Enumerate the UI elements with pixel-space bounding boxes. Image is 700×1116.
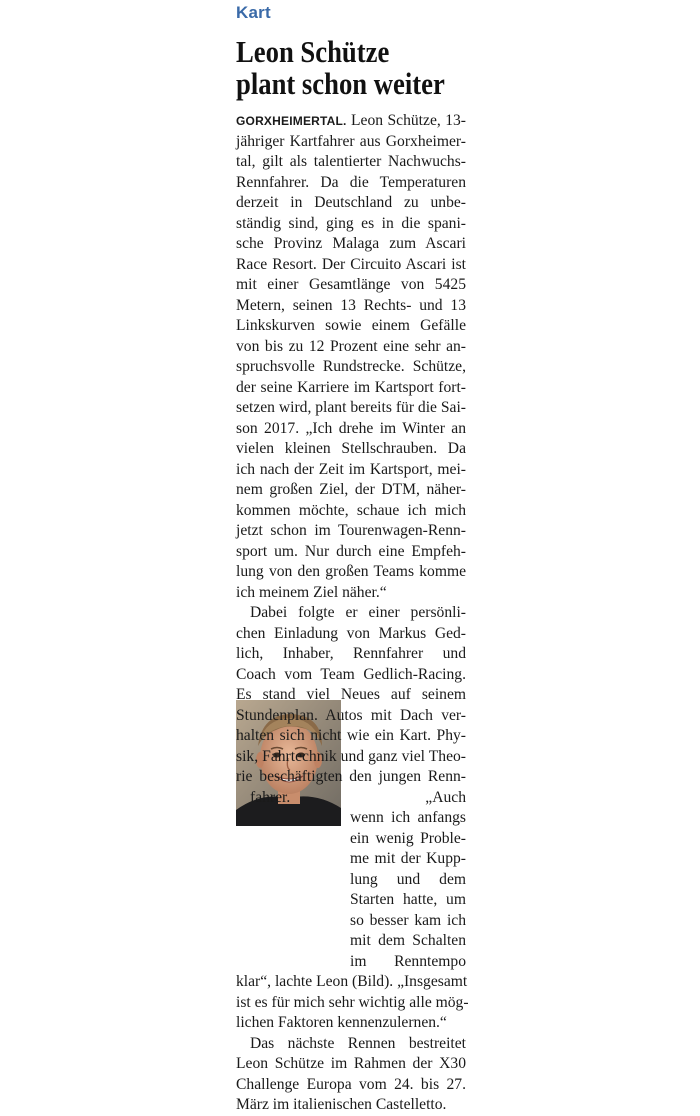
body-line: Linkskurven sowie einem Gefälle	[236, 317, 466, 334]
body-line: lung und dem	[350, 870, 466, 888]
body-line: setzen wird, plant bereits für die Sai-	[236, 399, 466, 416]
body-line: lichen Faktoren kennenzulernen.“	[236, 1014, 447, 1031]
body-line: lich, Inhaber, Rennfahrer und	[236, 645, 466, 662]
body-line: Coach vom Team Gedlich-Racing.	[236, 665, 466, 683]
body-line: klar“, lachte Leon (Bild). „Insgesamt	[236, 973, 468, 990]
body-line: von bis zu 12 Prozent eine sehr an-	[236, 337, 466, 355]
body-line: März im italienischen Castelletto.	[236, 1096, 447, 1113]
body-line: Challenge Europa vom 24. bis 27.	[236, 1075, 466, 1093]
body-line: ist es für mich sehr wichtig alle mög-	[236, 993, 469, 1011]
body-line: halten sich nicht wie ein Kart. Phy-	[236, 727, 466, 744]
body-line: Race Resort. Der Circuito Ascari ist	[236, 255, 466, 273]
body-line: Metern, seinen 13 Rechts- und 13	[236, 296, 466, 314]
body-line: derzeit in Deutschland zu unbe-	[236, 194, 466, 211]
body-line: Rennfahrer. Da die Temperaturen	[236, 173, 466, 191]
body-line: ich meinem Ziel näher.“	[236, 583, 387, 601]
body-line: wenn ich anfangs	[350, 809, 466, 826]
body-line: Starten hatte, um	[350, 891, 466, 908]
article-headline	[236, 36, 520, 100]
body-line: sche Provinz Malaga zum Ascari	[236, 235, 466, 252]
body-line: kommen möchte, schaue ich mich	[236, 501, 466, 519]
body-line: im Renntempo	[350, 952, 466, 970]
body-line: Dabei folgte er einer persönli-	[250, 604, 466, 621]
body-line: ich nach der Zeit im Kartsport, mei-	[236, 460, 466, 478]
headline-line-1: Leon Schütze	[236, 34, 390, 69]
body-line: mit dem Schalten	[350, 932, 466, 949]
body-line: spruchsvolle Rundstrecke. Schütze,	[236, 358, 466, 375]
headline-line-2: plant schon weiter	[236, 66, 445, 101]
body-line: Das nächste Rennen bestreitet	[250, 1034, 466, 1052]
body-line: ein wenig Proble-	[350, 829, 466, 847]
body-line: vielen kleinen Stellschrauben. Da	[236, 440, 466, 457]
body-line: ständig sind, ging es in die spani-	[236, 214, 466, 232]
body-line-wrap	[236, 788, 466, 809]
body-line: „Auch	[425, 788, 466, 806]
body-line: sport um. Nur durch eine Empfeh-	[236, 542, 466, 560]
body-line: son 2017. „Ich drehe im Winter an	[236, 419, 466, 437]
body-line: der seine Karriere im Kartsport fort-	[236, 378, 466, 396]
body-line-1-text: Leon Schütze, 13-	[346, 112, 466, 129]
body-line: me mit der Kupp-	[350, 850, 466, 867]
body-line: Stundenplan. Autos mit Dach ver-	[236, 706, 466, 724]
body-line: Es stand viel Neues auf seinem	[236, 686, 466, 703]
dateline: GORXHEIMERTAL.	[236, 114, 347, 128]
body-line: chen Einladung von Markus Ged-	[236, 624, 466, 642]
body-line: so besser kam ich	[350, 911, 466, 929]
body-line: sik, Fahrtechnik und ganz viel Theo-	[236, 747, 466, 765]
body-line: tal, gilt als talentierter Nachwuchs-	[236, 153, 466, 170]
body-line: jetzt schon im Tourenwagen-Renn-	[236, 522, 466, 539]
section-kicker: Kart	[236, 3, 271, 22]
body-line: Leon Schütze im Rahmen der X30	[236, 1055, 466, 1072]
body-line-1	[236, 111, 466, 132]
body-line: rie beschäftigten den jungen Renn-	[236, 768, 466, 785]
body-line: fahrer.	[250, 788, 291, 806]
article-body	[236, 111, 469, 1116]
body-line: nem großen Ziel, der DTM, näher-	[236, 481, 466, 498]
body-line: jähriger Kartfahrer aus Gorxheimer-	[236, 132, 466, 150]
body-line: mit einer Gesamtlänge von 5425	[236, 276, 466, 293]
body-line: lung von den großen Teams komme	[236, 563, 466, 580]
